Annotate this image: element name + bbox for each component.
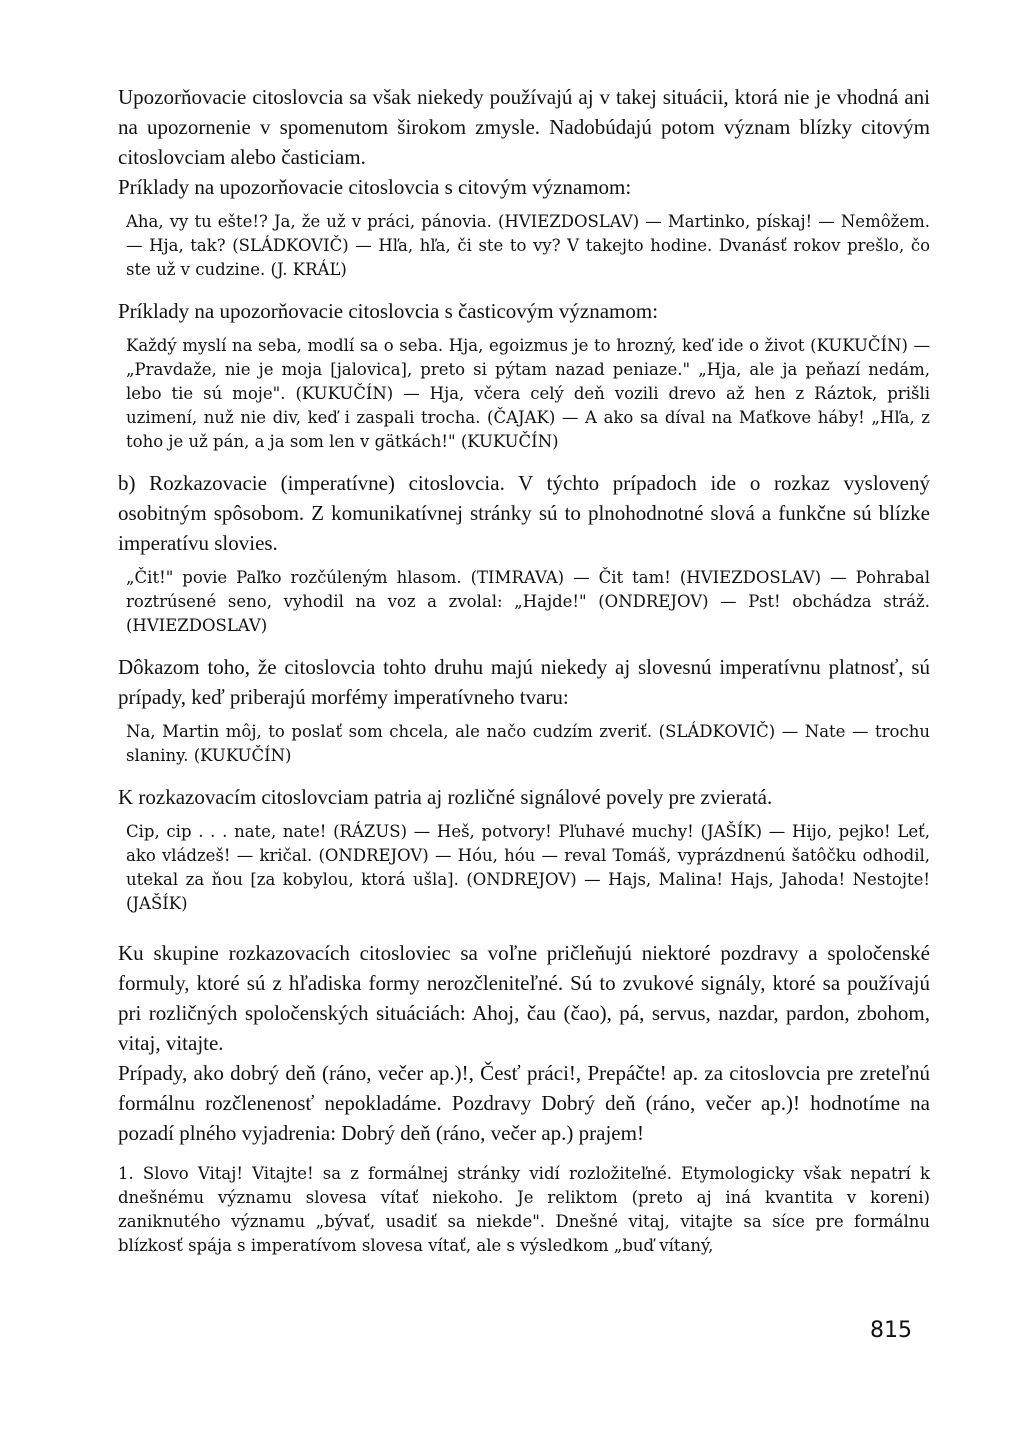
page-number: 815 xyxy=(870,1318,912,1343)
paragraph: b) Rozkazovacie (imperatívne) citoslovcia. V týchto prípadoch ide o rozkaz vyslovený osobitným spôsobom. Z komunikatívnej stránky sú to plnohodnotné slová a funkčne sú blízke imperatívu slovies. xyxy=(118,471,930,555)
footnote: 1. Slovo Vitaj! Vitajte! sa z formálnej stránky vidí rozložiteľné. Etymologicky však nepatrí k dnešnému významu slovesa vítať niekoho. Je reliktom (preto aj iná kvantita v koreni) zaniknutého významu „bývať, usadiť sa niekde". Dnešné vitaj, vitajte sa síce pre formálnu blízkosť spája s imperatívom slovesa vítať, ale s výsledkom „buď vítaný, xyxy=(118,1164,930,1255)
paragraph: Príklady na upozorňovacie citoslovcia s časticovým významom: xyxy=(118,299,659,323)
paragraph: Upozorňovacie citoslovcia sa však niekedy používajú aj v takej situácii, ktorá nie je vhodná ani na upozornenie v spomenutom širokom zmysle. Nadobúdajú potom význam blízky citovým citoslovciam alebo časticiam. xyxy=(118,85,930,169)
paragraph: Prípady, ako dobrý deň (ráno, večer ap.)!, Česť práci!, Prepáčte! ap. za citoslovcia pre zreteľnú formálnu rozčlenenosť nepokladáme. Pozdravy Dobrý deň (ráno, večer ap.)! hodnotíme na pozadí plného vyjadrenia: Dobrý deň (ráno, večer ap.) prajem! xyxy=(118,1061,930,1145)
page-content xyxy=(118,82,930,1258)
paragraph: Ku skupine rozkazovacích citosloviec sa voľne pričleňujú niektoré pozdravy a spoločenské formuly, ktoré sú z hľadiska formy nerozčleniteľné. Sú to zvukové signály, ktoré sa používajú pri rozličných spoločenských situáciách: Ahoj, čau (čao), pá, servus, nazdar, pardon, zbohom, vitaj, vitajte. xyxy=(118,941,930,1055)
example-block: Cip, cip . . . nate, nate! (RÁZUS) — Heš, potvory! Pľuhavé muchy! (JAŠÍK) — Hijo, pejko! Leť, ako vládzeš! — kričal. (ONDREJOV) — Hóu, hóu — reval Tomáš, vyprázdnenú šatôčku odhodil, utekal za ňou [za kobylou, ktorá ušla]. (ONDREJOV) — Hajs, Malina! Hajs, Jahoda! Nestojte! (JAŠÍK) xyxy=(126,822,930,913)
paragraph: K rozkazovacím citoslovciam patria aj rozličné signálové povely pre zvieratá. xyxy=(118,785,773,809)
example-block: Aha, vy tu ešte!? Ja, že už v práci, pánovia. (HVIEZDOSLAV) — Martinko, pískaj! — Nemôžem. — Hja, tak? (SLÁDKOVIČ) — Hľa, hľa, či ste to vy? V takejto hodine. Dvanásť rokov prešlo, čo ste už v cudzine. (J. KRÁĽ) xyxy=(126,212,930,279)
paragraph: Dôkazom toho, že citoslovcia tohto druhu majú niekedy aj slovesnú imperatívnu platnosť, sú prípady, keď priberajú morfémy imperatívneho tvaru: xyxy=(118,655,930,709)
example-block: Každý myslí na seba, modlí sa o seba. Hja, egoizmus je to hrozný, keď ide o život (KUKUČÍN) — „Pravdaže, nie je moja [jalovica], preto si pýtam nazad peniaze." „Hja, ale ja peňazí nedám, lebo tie sú moje". (KUKUČÍN) — Hja, včera celý deň vozili drevo až hen z Ráztok, prišli uzimení, nuž nie div, keď i zaspali trocha. (ČAJAK) — A ako sa díval na Maťkove háby! „Hľa, z toho je už pán, a ja som len v gätkách!" (KUKUČÍN) xyxy=(126,336,930,451)
example-block: „Čit!" povie Paľko rozčúleným hlasom. (TIMRAVA) — Čit tam! (HVIEZDOSLAV) — Pohrabal roztrúsené seno, vyhodil na voz a zvolal: „Hajde!" (ONDREJOV) — Pst! obchádza stráž. (HVIEZDOSLAV) xyxy=(126,568,930,635)
example-block: Na, Martin môj, to poslať som chcela, ale načo cudzím zveriť. (SLÁDKOVIČ) — Nate — trochu slaniny. (KUKUČÍN) xyxy=(126,722,930,765)
paragraph: Príklady na upozorňovacie citoslovcia s citovým významom: xyxy=(118,175,632,199)
